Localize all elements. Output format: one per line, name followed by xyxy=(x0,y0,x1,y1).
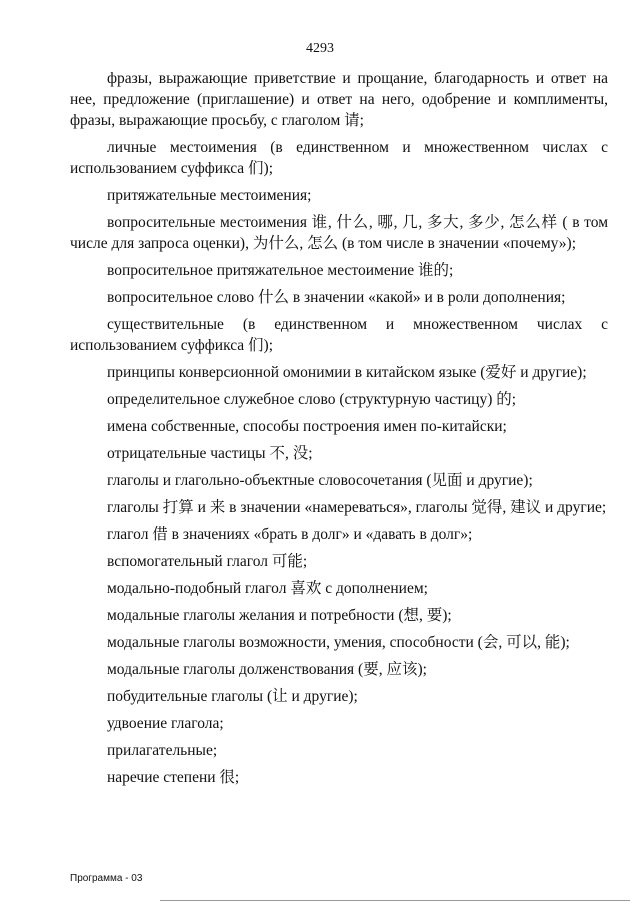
paragraph: наречие степени 很; xyxy=(107,769,240,786)
paragraph: отрицательные частицы 不, 没; xyxy=(107,445,313,462)
paragraph: модальные глаголы возможности, умения, способности (会, 可以, 能); xyxy=(107,634,570,651)
paragraph: фразы, выражающие приветствие и прощание, благодарность и ответ на нее, предложение (приглашение) и ответ на него, одобрение и комплименты, фразы, выражающие просьбу, с глаголом 请; xyxy=(70,70,608,129)
paragraph: определительное служебное слово (структурную частицу) 的; xyxy=(107,391,517,408)
paragraph: принципы конверсионной омонимии в китайском языке (爱好 и другие); xyxy=(107,364,587,381)
document-body xyxy=(70,68,608,794)
paragraph: вспомогательный глагол 可能; xyxy=(107,553,308,570)
paragraph: модально-подобный глагол 喜欢 с дополнением; xyxy=(107,580,428,597)
paragraph: вопросительное притяжательное местоимение 谁的; xyxy=(107,262,454,279)
footer-label: Программа - 03 xyxy=(70,873,143,884)
paragraph: притяжательные местоимения; xyxy=(107,187,312,204)
page-number: 4293 xyxy=(306,41,334,56)
paragraph: модальные глаголы желания и потребности (想, 要); xyxy=(107,607,452,624)
paragraph: прилагательные; xyxy=(107,742,218,759)
paragraph: существительные (в единственном и множественном числах с использованием суффикса 们); xyxy=(70,316,608,354)
paragraph: модальные глаголы долженствования (要, 应该); xyxy=(107,661,427,678)
paragraph: удвоение глагола; xyxy=(107,715,224,732)
paragraph: побудительные глаголы (让 и другие); xyxy=(107,688,358,705)
paragraph: глаголы и глагольно-объектные словосочетания (见面 и другие); xyxy=(107,472,533,489)
bottom-divider xyxy=(160,900,630,901)
paragraph: имена собственные, способы построения имен по-китайски; xyxy=(107,418,507,435)
paragraph: глагол 借 в значениях «брать в долг» и «давать в долг»; xyxy=(107,526,473,543)
paragraph: глаголы 打算 и 来 в значении «намереваться», глаголы 觉得, 建议 и другие; xyxy=(107,499,607,516)
paragraph: личные местоимения (в единственном и множественном числах с использованием суффикса 们); xyxy=(70,139,608,177)
paragraph: вопросительные местоимения 谁, 什么, 哪, 几, 多大, 多少, 怎么样 ( в том числе для запроса оценки), 为什么, 怎么 (в том числе в значении «почему»); xyxy=(70,214,608,252)
paragraph: вопросительное слово 什么 в значении «какой» и в роли дополнения; xyxy=(107,289,566,306)
